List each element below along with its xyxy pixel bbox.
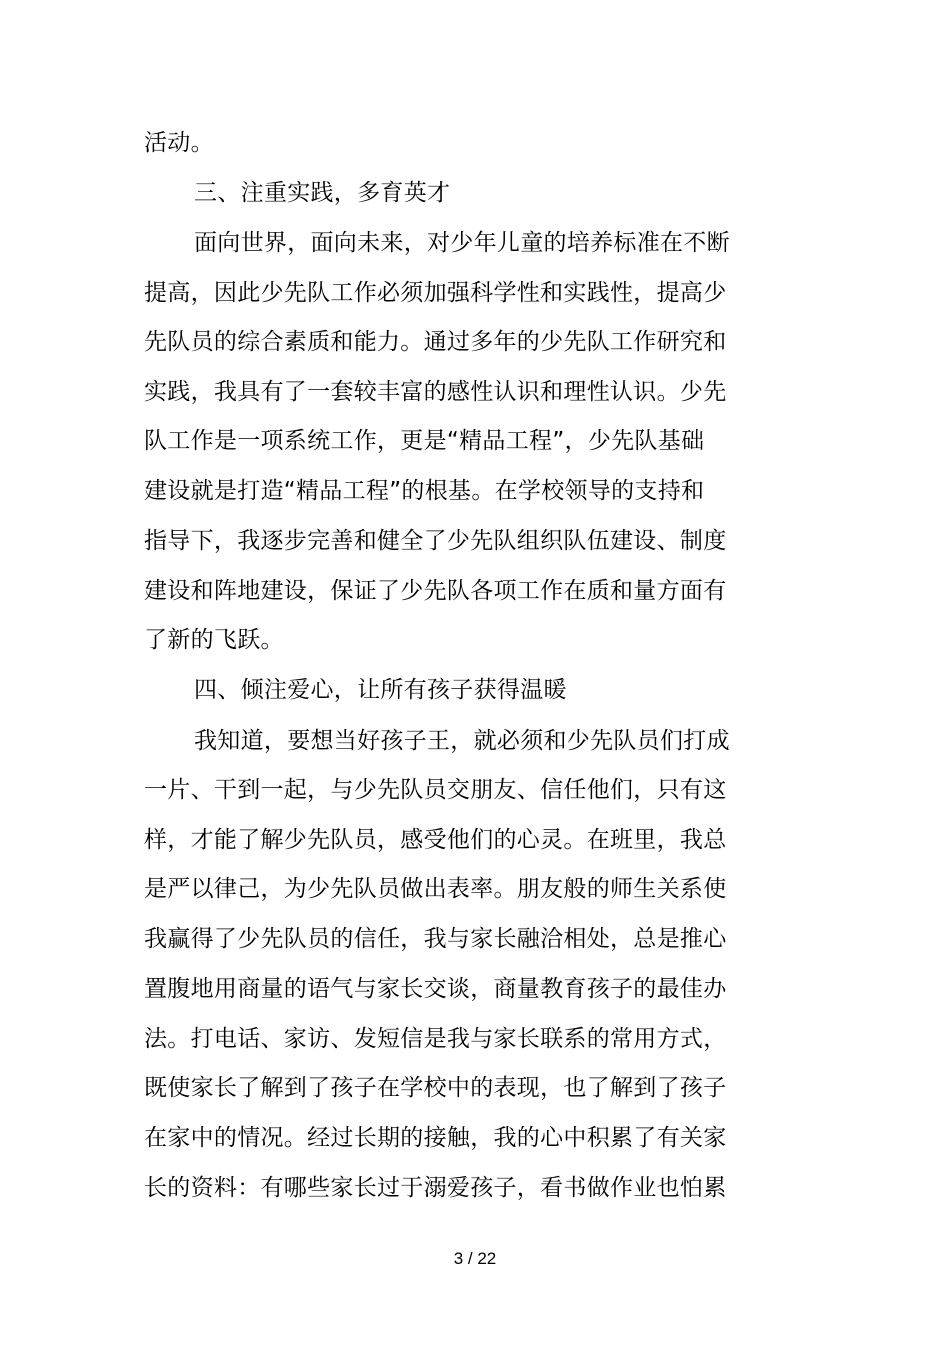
text-line: 在家中的情况。经过长期的接触，我的心中积累了有关家 [144,1125,727,1151]
text-line: 是严以律己，为少先队员做出表率。朋友般的师生关系使 [144,876,727,902]
text-line: 实践，我具有了一套较丰富的感性认识和理性认识。少先 [144,379,727,405]
section-heading: 四、倾注爱心，让所有孩子获得温暖 [194,677,567,703]
text-line: 置腹地用商量的语气与家长交谈，商量教育孩子的最佳办 [144,976,727,1002]
text-line: 了新的飞跃。 [144,627,284,653]
text-line: 队工作是一项系统工作，更是“精品工程”，少先队基础 [144,428,705,454]
text-line: 活动。 [144,130,214,156]
page-number: 3 / 22 [453,1249,497,1268]
text-line: 面向世界，面向未来，对少年儿童的培养标准在不断 [194,230,730,256]
text-line: 样，才能了解少先队员，感受他们的心灵。在班里，我总 [144,827,727,853]
text-line: 我知道，要想当好孩子王，就必须和少先队员们打成 [194,728,730,754]
section-heading: 三、注重实践，多育英才 [194,180,451,206]
text-line: 先队员的综合素质和能力。通过多年的少先队工作研究和 [144,329,727,355]
text-line: 我赢得了少先队员的信任，我与家长融洽相处，总是推心 [144,926,727,952]
text-line: 提高，因此少先队工作必须加强科学性和实践性，提高少 [144,280,727,306]
text-line: 既使家长了解到了孩子在学校中的表现，也了解到了孩子 [144,1075,727,1101]
text-line: 建设就是打造“精品工程”的根基。在学校领导的支持和 [144,478,705,504]
text-line: 法。打电话、家访、发短信是我与家长联系的常用方式， [144,1026,727,1052]
text-line: 长的资料：有哪些家长过于溺爱孩子，看书做作业也怕累 [144,1175,727,1201]
text-line: 一片、干到一起，与少先队员交朋友、信任他们，只有这 [144,777,727,803]
text-line: 建设和阵地建设，保证了少先队各项工作在质和量方面有 [144,578,727,604]
text-line: 指导下，我逐步完善和健全了少先队组织队伍建设、制度 [144,528,727,554]
